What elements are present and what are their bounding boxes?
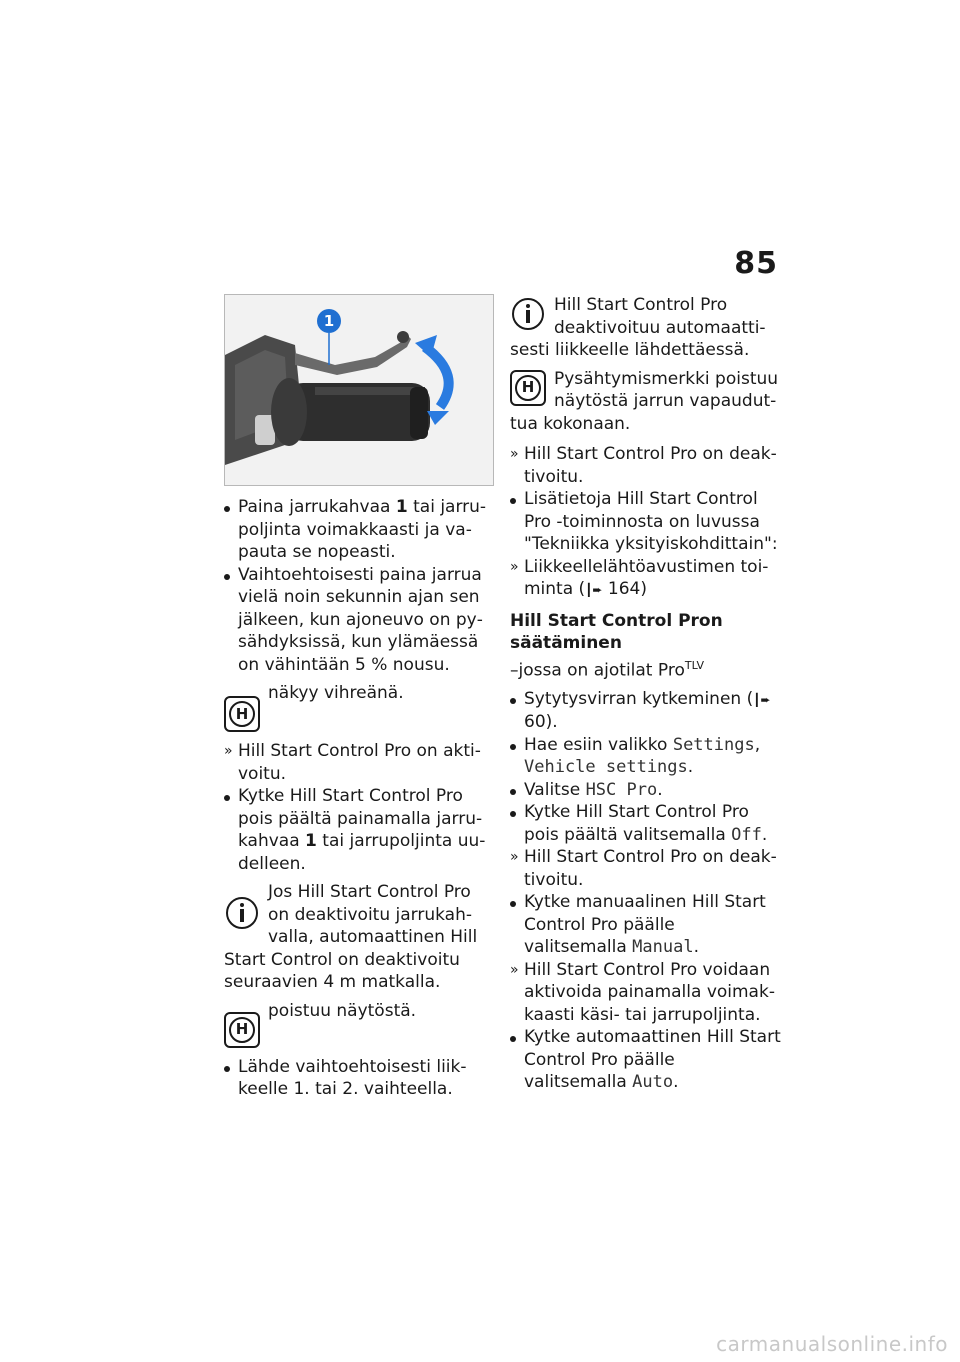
bullet-icon — [510, 901, 516, 907]
bullet-icon — [224, 574, 230, 580]
info-icon — [224, 895, 262, 933]
menu-name: Vehicle settings — [524, 757, 688, 778]
menu-name: Settings — [672, 734, 755, 755]
result-arrow-icon: » — [224, 743, 233, 759]
bullet-icon — [510, 1036, 516, 1042]
result-arrow-icon: » — [510, 849, 519, 866]
bullet-icon — [224, 1066, 230, 1072]
result-arrow-icon: » — [510, 558, 519, 575]
callout-1-label: 1 — [323, 311, 335, 330]
list-item: Kytke Hill Start Control Pro pois päältä painamalla jarrukahvaa 1 tai jarrupoljinta uudelleen. — [224, 785, 496, 875]
hill-start-h-icon: H — [224, 696, 262, 734]
list-item: Kytke automaattinen Hill Start Control Pro päälle valitsemalla Auto. — [510, 1026, 782, 1094]
list-item: Hae esiin valikko Settings, Vehicle settings. — [510, 734, 782, 779]
list-item: Sytytysvirran kytkeminen (┃➨ 60). — [510, 688, 782, 734]
info-note: Jos Hill Start Control Pro on deaktivoitu jarrukahvalla, automaattinen Hill Start Control on deaktivoitu seuraavien 4 m matkalla. — [224, 882, 478, 992]
list-item: Kytke manuaalinen Hill Start Control Pro päälle valitsemalla Manual. — [510, 891, 782, 959]
page-reference-link[interactable]: 60 — [524, 712, 546, 733]
result-arrow-icon: » — [510, 961, 519, 978]
bullet-icon — [224, 795, 230, 801]
result-item: » Hill Start Control Pro on deaktivoitu. — [510, 847, 777, 890]
list-item: Vaihtoehtoisesti paina jarrua vielä noin sekunnin ajan sen jälkeen, kun ajoneuvo on pysähdyksissä, kun ylämäessä on vähintään 5 % nousu. — [224, 564, 496, 677]
hill-start-indicator-note: H Pysähtymismerkki poistuu näytöstä jarrun vapauduttua kokonaan. — [510, 368, 779, 434]
bullet-icon — [510, 498, 516, 504]
hill-start-indicator-note: H poistuu näytöstä. — [224, 1000, 496, 1050]
list-item: Valitse HSC Pro. — [510, 779, 782, 802]
callout-1 — [317, 309, 341, 333]
bullet-icon — [510, 698, 516, 704]
hill-start-h-icon: H — [224, 1012, 262, 1050]
right-column — [510, 294, 782, 1094]
result-arrow-icon: » — [510, 446, 519, 462]
list-item: Lähde vaihtoehtoisesti liikkeelle 1. tai 2. vaihteella. — [224, 1056, 496, 1101]
info-icon — [510, 296, 548, 334]
menu-option: HSC Pro — [585, 779, 658, 800]
section-subheading: –jossa on ajotilat Pro$^{TLV}$ — [510, 658, 705, 681]
menu-option: Off — [731, 824, 762, 845]
list-item: Lisätietoja Hill Start Control Pro -toiminnosta on luvussa "Tekniikka yksityiskohdittain": — [510, 488, 782, 556]
info-note: Hill Start Control Pro deaktivoituu automaattisesti liikkeelle lähdettäessä. — [510, 295, 766, 360]
bullet-icon — [224, 506, 230, 512]
bullet-icon — [510, 789, 516, 795]
brake-lever-drawing — [225, 295, 493, 485]
section-heading: Hill Start Control Pron säätäminen — [510, 610, 723, 653]
menu-option: Auto — [632, 1072, 674, 1093]
site-watermark: carmanualsonline.info — [716, 1332, 948, 1356]
page-reference-arrow-icon: ┃➨ — [585, 583, 603, 597]
page-number: 85 — [734, 246, 778, 281]
left-column — [224, 294, 496, 1101]
page-reference-arrow-icon: ┃➨ — [753, 692, 771, 707]
brake-lever-illustration — [224, 294, 494, 486]
list-item: Paina jarrukahvaa 1 tai jarrupoljinta voimakkaasti ja vapauta se nopeasti. — [224, 496, 496, 564]
bullet-icon — [510, 811, 516, 817]
hill-start-h-icon: H — [510, 370, 548, 408]
result-item: » Liikkeellelähtöavustimen toiminta (┃➨ 164) — [510, 556, 769, 599]
result-item: » Hill Start Control Pro on deaktivoitu. — [510, 444, 777, 487]
result-item: » Hill Start Control Pro voidaan aktivoida painamalla voimakkaasti käsi- tai jarrupoljinta. — [510, 959, 775, 1025]
list-item: Kytke Hill Start Control Pro pois päältä valitsemalla Off. — [510, 801, 782, 846]
hill-start-indicator-note: H näkyy vihreänä. — [224, 682, 496, 734]
page-reference-link[interactable]: 164 — [607, 579, 641, 599]
result-item: » Hill Start Control Pro on aktivoitu. — [224, 741, 481, 784]
menu-option: Manual — [632, 937, 694, 958]
bullet-icon — [510, 744, 516, 750]
